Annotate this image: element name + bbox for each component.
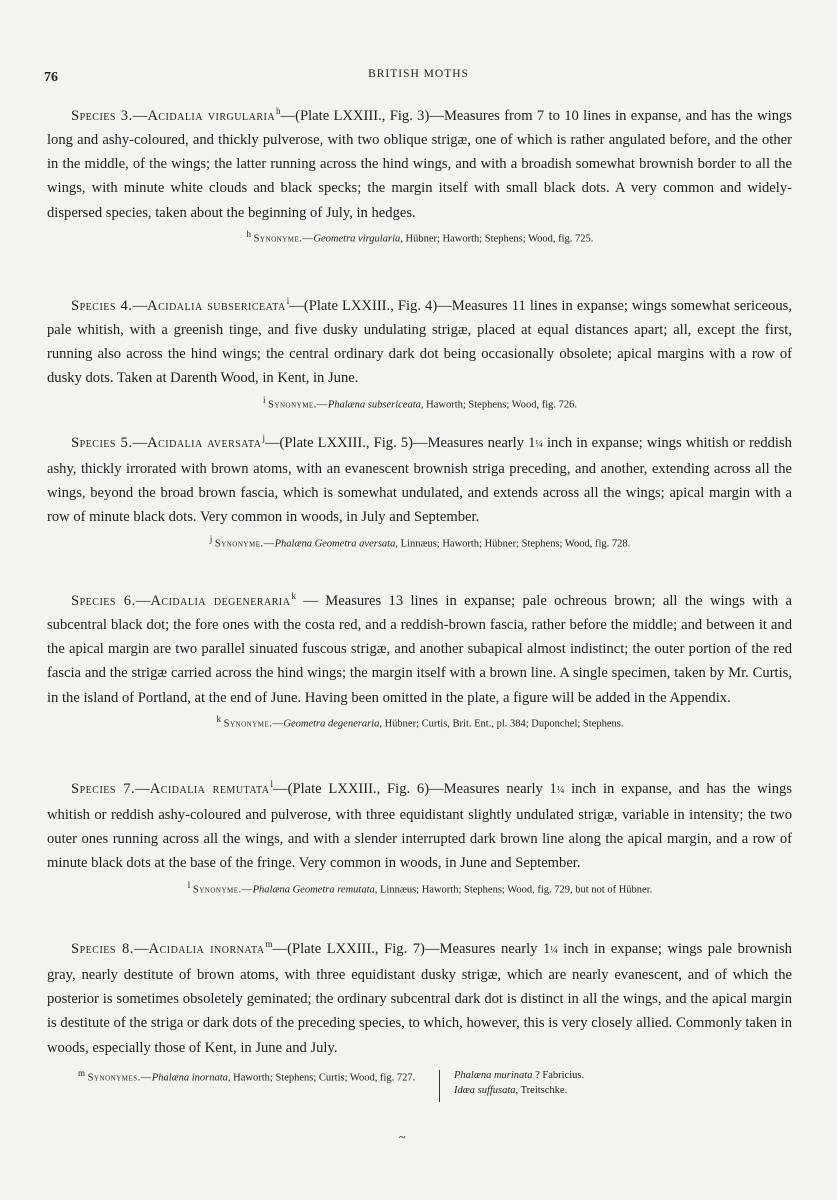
printer-mark: ~ bbox=[399, 1130, 406, 1144]
species-3-entry bbox=[47, 99, 792, 246]
running-head bbox=[0, 62, 837, 86]
species-name: Acidalia subsericeata bbox=[147, 297, 286, 314]
species-6-entry bbox=[47, 584, 792, 731]
species-paragraph: Species 3.—Acidalia virgularia$^h$—(Plate LXXIII., Fig. 3)—Measures from 7 to 10 lines in expanse, and has the wings long and ashy-coloured, and thickly pulverose, with two oblique strigæ, one of which is rather angulated before, and the other in the middle, of the wings; the latter running across the hind wings, and with a broadish somewhat brownish border to all the wings, with minute white clouds and black specks; the margin itself with small black dots. A very common and widely-dispersed species, taken about the beginning of July, in hedges. bbox=[47, 106, 792, 221]
plate-reference: — bbox=[295, 592, 326, 609]
species-name: Acidalia degeneraria bbox=[150, 592, 291, 609]
species-name: Acidalia aversata bbox=[147, 434, 262, 451]
species-8-entry bbox=[47, 932, 792, 1102]
page-number: 76 bbox=[44, 70, 58, 85]
running-title: BRITISH MOTHS bbox=[368, 68, 469, 80]
plate-reference: —(Plate LXXIII., Fig. 7)— bbox=[272, 940, 440, 957]
species-description: inch in expanse; wings pale brownish gray, nearly destitute of brown atoms, with three equidistant dusky strigæ, which are nearly evanescent, and of which the posterior is sometimes obsoletely geminated; the ordinary subcentral dark dot is distinct in all the wings, and the apical margin is destitute of the striga or dark dots of the preceding species, to which, however, this is very closely allied. Commonly taken in woods, especially those of Kent, in June and July. bbox=[47, 940, 792, 1056]
species-description: Measures from 7 to 10 lines in expanse, and has the wings long and ashy-coloured, and thickly pulverose, with two oblique strigæ, one of which is rather angulated before, and the other in the middle, of the wings; the latter running across the hind wings, and with a broadish somewhat brownish border to all the wings, with minute white clouds and black specks; the margin itself with small black dots. A very common and widely-dispersed species, taken about the beginning of July, in hedges. bbox=[47, 107, 792, 221]
species-label: Species 7. bbox=[71, 780, 136, 797]
species-label: Species 6. bbox=[71, 592, 136, 609]
plate-reference: —(Plate LXXIII., Fig. 3)— bbox=[280, 107, 444, 124]
footnote-synonyme: h Synonyme.—Geometra virgularia, Hübner; Haworth; Stephens; Wood, fig. 725. bbox=[246, 228, 594, 245]
fraction: ¼ bbox=[550, 944, 558, 956]
footnote-ref: m bbox=[265, 939, 273, 949]
footnote-divider bbox=[439, 1070, 440, 1102]
species-paragraph: Species 5.—Acidalia aversata$^j$—(Plate LXXIII., Fig. 5)—Measures nearly 1¼ inch in expanse; wings whitish or reddish ashy, thickly irrorated with brown atoms, with an evanescent brownish striga preceding, and another, extending across all the wings, beyond the broad brown fascia, which is somewhat undulated, and extends across all the wings; apical margin with a row of minute black dots. Very common in woods, in July and September. bbox=[47, 433, 792, 526]
species-7-entry bbox=[47, 772, 792, 897]
species-5-entry bbox=[47, 426, 792, 551]
species-label: Species 8. bbox=[71, 940, 134, 957]
species-4-entry bbox=[47, 289, 792, 412]
footnote-ref: h bbox=[276, 106, 281, 116]
footnote-ref: l bbox=[270, 779, 274, 789]
species-label: Species 5. bbox=[71, 434, 133, 451]
species-description: Measures 11 lines in expanse; wings somewhat sericeous, pale whitish, with a greenish tinge, and five dusky undulating strigæ, placed at equal distances apart; all, except the first, running also across the hind wings; the central ordinary dark dot being occasionally obsolete; apical margins with a row of dusky dots. Taken at Darenth Wood, in Kent, in June. bbox=[47, 297, 792, 387]
footnote-ref: i bbox=[286, 296, 290, 306]
species-paragraph: Species 8.—Acidalia inornata$^m$—(Plate LXXIII., Fig. 7)—Measures nearly 1¼ inch in expanse; wings pale brownish gray, nearly destitute of brown atoms, with three equidistant dusky strigæ, which are nearly evanescent, and of which the posterior is sometimes obsoletely geminated; the ordinary subcentral dark dot is distinct in all the wings, and the apical margin is destitute of the striga or dark dots of the preceding species, to which, however, this is very closely allied. Commonly taken in woods, especially those of Kent, in June and July. bbox=[47, 939, 792, 1056]
footnote-left-column: m Synonymes.—Phalæna inornata, Haworth; Stephens; Curtis; Wood, fig. 727. bbox=[78, 1067, 416, 1084]
footnote-right-column: Phalæna murinata ? Fabricius. Idæa suffusata, Treitschke. bbox=[454, 1069, 585, 1096]
footnote-synonyme: i Synonyme.—Phalæna subsericeata, Haworth; Stephens; Wood, fig. 726. bbox=[262, 394, 578, 411]
footnote-synonyme: l Synonyme.—Phalæna Geometra remutata, Linnæus; Haworth; Stephens; Wood, fig. 729, but not of Hübner. bbox=[187, 879, 653, 896]
species-description: inch in expanse, and has the wings whitish or reddish ashy-coloured and pulverose, with three equidistant slightly undulated strigæ, variable in intensity; the two outer ones running across all the wings, and with a slender interrupted dark brown line along the apical margin, and a row of minute black dots at the base of the fringe. Very common in woods, in June and September. bbox=[47, 780, 792, 872]
footnote-synonyme: j Synonyme.—Phalæna Geometra aversata, Linnæus; Haworth; Hübner; Stephens; Wood, fig. 728. bbox=[209, 533, 631, 550]
species-label: Species 3. bbox=[71, 107, 133, 124]
species-description: Measures 13 lines in expanse; pale ochreous brown; all the wings with a subcentral black dot; the fore ones with the costa red, and a reddish-brown fascia, rather before the middle; and between it and the apical margin are two parallel sinuated fuscous strigæ, and another subapical almost indistinct; the outer portion of the red fascia and the strigæ carried across the hind wings; the margin itself with a brown line. A single specimen, taken by Mr. Curtis, in the island of Portland, at the end of June. Having been omitted in the plate, a figure will be added in the Appendix. bbox=[47, 592, 792, 706]
species-paragraph: Species 7.—Acidalia remutata$^l$—(Plate LXXIII., Fig. 6)—Measures nearly 1¼ inch in expanse, and has the wings whitish or reddish ashy-coloured and pulverose, with three equidistant slightly undulated strigæ, variable in intensity; the two outer ones running across all the wings, and with a slender interrupted dark brown line along the apical margin, and a row of minute black dots at the base of the fringe. Very common in woods, in June and September. bbox=[47, 779, 792, 872]
species-description: inch in expanse; wings whitish or reddish ashy, thickly irrorated with brown atoms, with an evanescent brownish striga preceding, and another, extending across all the wings, beyond the broad brown fascia, which is somewhat undulated, and extends across all the wings; apical margin with a row of minute black dots. Very common in woods, in July and September. bbox=[47, 434, 792, 526]
species-paragraph: Species 4.—Acidalia subsericeata$^i$—(Plate LXXIII., Fig. 4)—Measures 11 lines in expanse; wings somewhat sericeous, pale whitish, with a greenish tinge, and five dusky undulating strigæ, placed at equal distances apart; all, except the first, running also across the hind wings; the central ordinary dark dot being occasionally obsolete; apical margins with a row of dusky dots. Taken at Darenth Wood, in Kent, in June. bbox=[47, 296, 792, 387]
species-name: Acidalia virgularia bbox=[147, 107, 276, 124]
species-name: Acidalia remutata bbox=[149, 780, 270, 797]
footnote-ref: j bbox=[262, 433, 265, 443]
species-name: Acidalia inornata bbox=[148, 940, 265, 957]
fraction: ¼ bbox=[556, 784, 565, 796]
plate-reference: —(Plate LXXIII., Fig. 4)— bbox=[289, 297, 452, 314]
plate-reference: —(Plate LXXIII., Fig. 6)— bbox=[273, 780, 444, 797]
species-paragraph: Species 6.—Acidalia degeneraria$^k$ — Measures 13 lines in expanse; pale ochreous brown; all the wings with a subcentral black dot; the fore ones with the costa red, and a reddish-brown fascia, rather before the middle; and between it and the apical margin are two parallel sinuated fuscous strigæ, and another subapical almost indistinct; the outer portion of the red fascia and the strigæ carried across the hind wings; the margin itself with a brown line. A single specimen, taken by Mr. Curtis, in the island of Portland, at the end of June. Having been omitted in the plate, a figure will be added in the Appendix. bbox=[47, 591, 792, 706]
footnote-synonyme: k Synonyme.—Geometra degeneraria, Hübner; Curtis, Brit. Ent., pl. 384; Duponchel; Stephens. bbox=[216, 713, 624, 730]
fraction: ¼ bbox=[535, 438, 543, 450]
plate-reference: —(Plate LXXIII., Fig. 5)— bbox=[264, 434, 428, 451]
footnote-ref: k bbox=[291, 591, 296, 601]
species-label: Species 4. bbox=[71, 297, 133, 314]
footnote-synonymes bbox=[47, 1066, 792, 1102]
